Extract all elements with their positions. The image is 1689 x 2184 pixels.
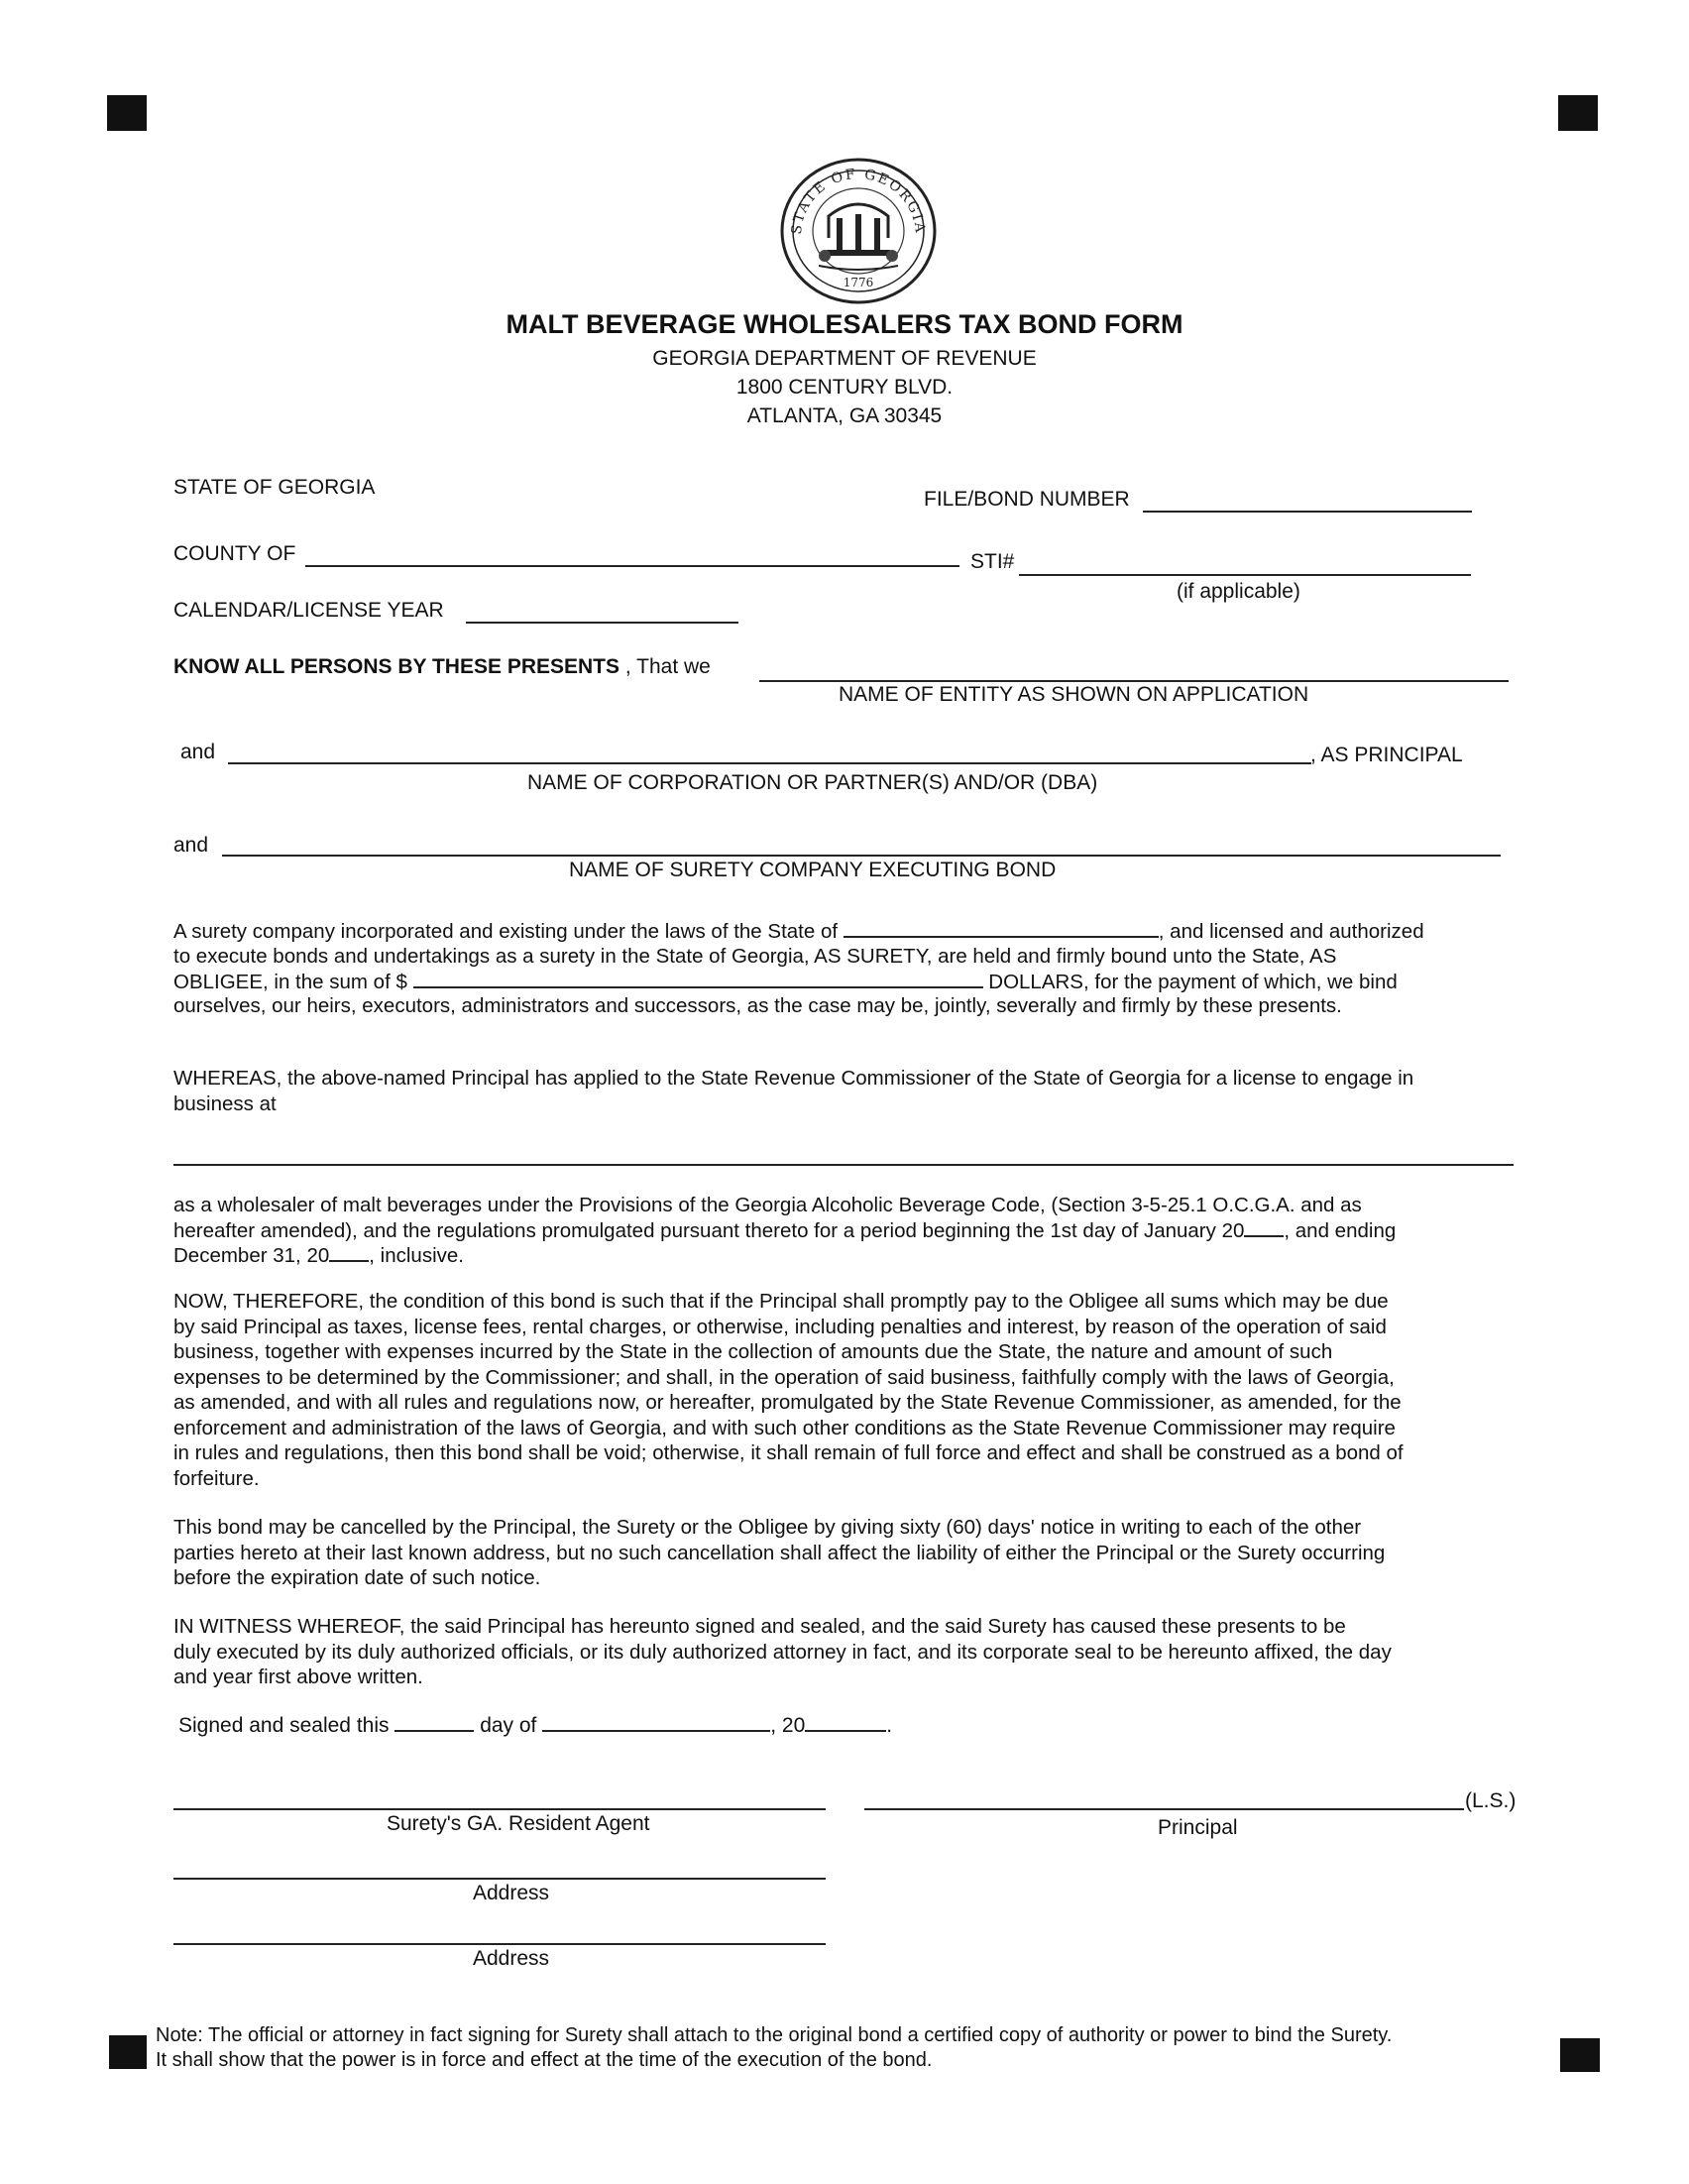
resident-agent-signature-field[interactable]	[173, 1775, 826, 1810]
calendar-license-year-label: CALENDAR/LICENSE YEAR	[173, 599, 444, 622]
sti-field[interactable]	[1019, 540, 1471, 576]
seal-text: STATE OF GEORGIA	[788, 166, 929, 236]
registration-mark-bottom-right	[1560, 2038, 1600, 2072]
calendar-license-year-field[interactable]	[466, 588, 738, 624]
surety-company-caption: NAME OF SURETY COMPANY EXECUTING BOND	[569, 859, 1057, 881]
begin-year-field[interactable]	[1244, 1217, 1284, 1237]
that-we-label: , That we	[619, 655, 711, 678]
know-all-persons-line	[173, 654, 711, 679]
cancellation-paragraph: This bond may be cancelled by the Principal, the Surety or the Obligee by giving sixty (60) days' notice in writing to each of the other parties hereto at their last known address, but no such cancellation shall affect the liability of either the Principal or the Surety occurring before the expiration date of such notice.	[173, 1516, 1386, 1589]
signed-month-field[interactable]	[542, 1712, 770, 1732]
know-all-persons-label: KNOW ALL PERSONS BY THESE PRESENTS	[173, 655, 620, 678]
state-label: STATE OF GEORGIA	[173, 476, 376, 499]
resident-agent-caption: Surety's GA. Resident Agent	[387, 1812, 650, 1835]
surety-paragraph-line-2: to execute bonds and undertakings as a surety in the State of Georgia, AS SURETY, are held and firmly bound unto the State, AS	[173, 945, 1337, 968]
and-label-2: and	[173, 834, 209, 857]
sti-label: STI#	[970, 550, 1015, 573]
day-of-label: day of	[480, 1714, 537, 1737]
surety-paragraph-line-4: ourselves, our heirs, executors, administrators and successors, as the case may be, jointly, severally and firmly by these presents.	[173, 994, 1342, 1017]
seal-year: 1776	[843, 276, 874, 289]
and-ending-text: , and ending	[1284, 1219, 1397, 1242]
period-label: .	[886, 1714, 893, 1737]
georgia-state-seal	[779, 157, 938, 305]
entity-name-caption: NAME OF ENTITY AS SHOWN ON APPLICATION	[839, 683, 1309, 706]
signed-year-field[interactable]	[805, 1712, 886, 1732]
surety-text-1b: , and licensed and authorized	[1158, 920, 1424, 943]
file-bond-number-field[interactable]	[1143, 477, 1472, 513]
whereas-paragraph: WHEREAS, the above-named Principal has applied to the State Revenue Commissioner of the State of Georgia for a license to engage in business at	[173, 1067, 1414, 1115]
business-location-field[interactable]	[173, 1130, 1514, 1166]
now-therefore-paragraph: NOW, THEREFORE, the condition of this bond is such that if the Principal shall promptly pay to the Obligee all sums which may be due by said Principal as taxes, license fees, rental charges, or otherwise, including penalties and interest, by reason of the operation of said business, together with expenses incurred by the State in the collection of amounts due the State, the nature and amount of such expenses to be determined by the Commissioner; and shall, in the operation of said business, faithfully comply with the laws of Georgia, as amended, and with all rules and regulations now, or hereafter, promulgated by the State Revenue Commissioner, as amended, for the enforcement and administration of the laws of Georgia, and with such other conditions as the State Revenue Commissioner may require in rules and regulations, then this bond shall be void; otherwise, it shall remain of full force and effect and shall be construed as a bond of forfeiture.	[173, 1290, 1404, 1490]
comma-20-label: , 20	[770, 1714, 806, 1737]
county-of-field[interactable]	[305, 531, 959, 567]
surety-company-field[interactable]	[222, 821, 1501, 857]
department-name: GEORGIA DEPARTMENT OF REVENUE	[652, 347, 1037, 370]
signed-sealed-line	[178, 1712, 892, 1738]
period-beginning-text: hereafter amended), and the regulations promulgated pursuant thereto for a period beginning the 1st day of January 20	[173, 1219, 1245, 1242]
department-city: ATLANTA, GA 30345	[746, 404, 943, 427]
inclusive-text: , inclusive.	[369, 1244, 464, 1267]
in-witness-paragraph: IN WITNESS WHEREOF, the said Principal has hereunto signed and sealed, and the said Surety has caused these presents to be duly executed by its duly authorized officials, or its duly authorized attorney in fact, and its corporate seal to be hereunto affixed, the day and year first above written.	[173, 1615, 1392, 1688]
address-caption-1: Address	[473, 1882, 550, 1904]
form-title: MALT BEVERAGE WHOLESALERS TAX BOND FORM	[506, 309, 1183, 339]
surety-paragraph-line-3	[173, 969, 1398, 994]
obligee-sum-label: OBLIGEE, in the sum of $	[173, 971, 407, 993]
signed-sealed-label: Signed and sealed this	[178, 1714, 390, 1737]
agent-address-field-1[interactable]	[173, 1844, 826, 1880]
december-text: December 31, 20	[173, 1244, 330, 1267]
end-year-field[interactable]	[329, 1242, 369, 1262]
signed-day-field[interactable]	[394, 1712, 474, 1732]
address-caption-2: Address	[473, 1947, 550, 1970]
county-of-label: COUNTY OF	[173, 542, 296, 565]
as-principal-label: , AS PRINCIPAL	[1310, 744, 1463, 766]
dollars-label: DOLLARS, for the payment of which, we bind	[988, 971, 1398, 993]
registration-mark-top-right	[1558, 95, 1598, 131]
bond-amount-field[interactable]	[413, 969, 983, 988]
state-of-incorporation-field[interactable]	[844, 918, 1159, 938]
department-address: 1800 CENTURY BLVD.	[735, 376, 954, 399]
surety-note: Note: The official or attorney in fact signing for Surety shall attach to the original bond a certified copy of authority or power to bind the Surety. It shall show that the power is in force and effect at the time of the execution of the bond.	[156, 2024, 1393, 2071]
entity-name-field[interactable]	[759, 646, 1509, 682]
wholesaler-line-3	[173, 1242, 464, 1268]
surety-text-1a: A surety company incorporated and existing under the laws of the State of	[173, 920, 839, 943]
corporation-name-caption: NAME OF CORPORATION OR PARTNER(S) AND/OR (DBA)	[527, 771, 1098, 794]
wholesaler-line-1: as a wholesaler of malt beverages under the Provisions of the Georgia Alcoholic Beverage Code, (Section 3-5-25.1 O.C.G.A. and as	[173, 1194, 1362, 1216]
registration-mark-top-left	[107, 95, 147, 131]
wholesaler-line-2	[173, 1217, 1396, 1243]
corporation-name-field[interactable]	[228, 729, 1311, 764]
if-applicable-note: (if applicable)	[1177, 580, 1300, 603]
agent-address-field-2[interactable]	[173, 1909, 826, 1945]
surety-paragraph-line-1	[173, 918, 1424, 944]
principal-signature-field[interactable]	[864, 1775, 1464, 1810]
file-bond-number-label: FILE/BOND NUMBER	[924, 488, 1130, 511]
registration-mark-bottom-left	[109, 2035, 147, 2069]
ls-label: (L.S.)	[1465, 1789, 1517, 1812]
and-label-1: and	[180, 741, 216, 763]
principal-caption: Principal	[1158, 1816, 1238, 1839]
